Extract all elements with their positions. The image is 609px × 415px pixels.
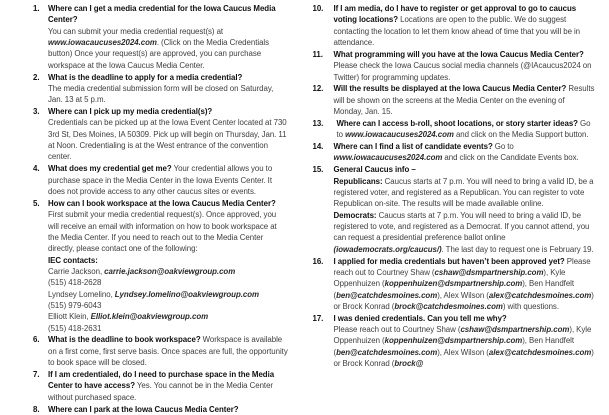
- faq-item-number: 13.: [313, 118, 337, 129]
- faq-item-body: [48, 369, 289, 403]
- faq-item: [313, 164, 596, 255]
- faq-answer: Credentials can be picked up at the Iowa Event Center located at 730 3rd St, Des Moines, IA 50309. Pick up will begin on Thursday, Jan. 11 at Noon. Credentialing is at the West entrance of the convention center.: [48, 118, 287, 161]
- faq-item-body: [48, 106, 289, 163]
- faq-item: [33, 163, 289, 197]
- faq-answer: Results will be shown on the screens at the Media Center on the evening of Monday, Jan. 15.: [334, 84, 595, 116]
- faq-item-number: 11.: [313, 49, 334, 60]
- contact-phone: (515) 418-2628: [48, 277, 289, 288]
- faq-question: If I am media, do I have to register or get approval to go to caucus voting locations?: [334, 4, 577, 24]
- faq-item-body: [334, 49, 596, 83]
- faq-item-body: [334, 164, 596, 255]
- caucus-subsection: Democrats: Caucus starts at 7 p.m. You will need to bring a valid ID, be registered to vote, and registered as a Democrat. If you cannot attend, you can request a presidential preference ballot online (iowademocrats.org/caucus/). The last day to request one is February 19.: [334, 210, 596, 255]
- faq-item: [33, 198, 289, 334]
- faq-column-right: [305, 0, 609, 406]
- faq-item-body: [48, 404, 289, 415]
- faq-question: What is the deadline to apply for a media credential?: [48, 73, 242, 82]
- faq-item-number: 6.: [33, 334, 48, 345]
- faq-item-body: [48, 334, 289, 368]
- faq-question: What programming will you have at the Iowa Caucus Media Center?: [334, 50, 584, 59]
- faq-item-number: 14.: [313, 141, 334, 152]
- faq-answer: Workspace is available on a first come, first serve basis. Once spaces are full, the opportunity to book space will be closed.: [48, 335, 288, 367]
- faq-question: Where can I get a media credential for the Iowa Caucus Media Center?: [48, 4, 276, 24]
- faq-item: [33, 106, 289, 163]
- faq-item-number: 12.: [313, 83, 334, 94]
- faq-question: What is the deadline to book workspace?: [48, 335, 201, 344]
- faq-item-body: [334, 83, 596, 117]
- faq-item: [33, 404, 289, 415]
- faq-question: Where can I find a list of candidate events?: [334, 142, 493, 151]
- faq-question: Where can I park at the Iowa Caucus Media Center?: [48, 405, 239, 414]
- faq-item-number: 1.: [33, 3, 48, 14]
- faq-item-body: [334, 3, 596, 48]
- faq-question: If I am credentialed, do I need to purchase space in the Media Center to have access?: [48, 370, 274, 390]
- faq-question: Where can I pick up my media credential(s)?: [48, 107, 212, 116]
- faq-question: Will the results be displayed at the Iowa Caucus Media Center?: [334, 84, 567, 93]
- contact-email: carrie.jackson@oakviewgroup.com: [104, 267, 235, 276]
- faq-question: How can I book workspace at the Iowa Caucus Media Center?: [48, 199, 276, 208]
- faq-answer: Go to www.iowacaucuses2024.com and click on the Candidate Events box.: [334, 142, 579, 162]
- faq-item: [33, 369, 289, 403]
- faq-item: [313, 141, 596, 164]
- faq-item: [313, 83, 596, 117]
- faq-item: [313, 3, 596, 48]
- iec-contacts-heading: IEC contacts:: [48, 255, 289, 266]
- faq-item-number: 7.: [33, 369, 48, 380]
- contact-phone: (515) 979-6043: [48, 300, 289, 311]
- faq-answer: Please reach out to Courtney Shaw (cshaw@dsmpartnership.com), Kyle Oppenhuizen (koppenhuizen@dsmpartnership.com), Ben Handfelt (ben@catchdesmoines.com), Alex Wilson (alex@catchdesmoines.com) or Brock Konrad (brock@catchdesmoines.com) with questions.: [334, 257, 594, 311]
- faq-answer: Locations are open to the public. We do suggest contacting the location to let them know ahead of time that you will be in attendance.: [334, 15, 581, 47]
- faq-item: [313, 313, 596, 370]
- faq-item-number: 4.: [33, 163, 48, 174]
- faq-answer: The media credential submission form will be closed on Saturday, Jan. 13 at 5 p.m.: [48, 84, 273, 104]
- faq-item: [313, 118, 596, 141]
- contact-name-email: Elliott Klein, Elliot.klein@oakviewgroup.com: [48, 311, 289, 322]
- faq-item: [33, 334, 289, 368]
- faq-item-body: [334, 141, 596, 164]
- faq-answer: Your credential allows you to purchase space in the Media Center in the Iowa Events Center. It does not provide access to any other caucus sites or events.: [48, 164, 272, 196]
- contact-phone: (515) 418-2631: [48, 323, 289, 334]
- faq-item: [33, 3, 289, 71]
- faq-question: I was denied credentials. Can you tell me why?: [334, 314, 507, 323]
- faq-answer: Yes. You cannot be in the Media Center without purchased space.: [48, 381, 273, 401]
- faq-item-body: [48, 3, 289, 71]
- faq-item-body: [48, 198, 289, 334]
- faq-answer: First submit your media credential request(s). Once approved, you will receive an email with information on how to book workspace at the Media Center. If you need to reach out to the Media Center directly, please contact one of the following:: [48, 210, 277, 253]
- contact-name-email: Lyndsey Lomelino, Lyndsey.lomelino@oakviewgroup.com: [48, 289, 289, 300]
- faq-item-number: 5.: [33, 198, 48, 209]
- faq-item-body: [48, 72, 289, 106]
- faq-item-body: [337, 118, 596, 141]
- faq-answer: Please reach out to Courtney Shaw (cshaw@dsmpartnership.com), Kyle Oppenhuizen (koppenhuizen@dsmpartnership.com), Ben Handfelt (ben@catchdesmoines.com), Alex Wilson (alex@catchdesmoines.com) or Brock Konrad (brock@: [334, 325, 594, 368]
- faq-item-number: 2.: [33, 72, 48, 83]
- contact-name-email: Carrie Jackson, carrie.jackson@oakviewgroup.com: [48, 266, 289, 277]
- faq-answer: You can submit your media credential request(s) at www.iowacaucuses2024.com. (Click on the Media Credentials button) Once your request(s) are approved, you can purchase workspace at the Iowa Caucus Media Center.: [48, 27, 269, 70]
- faq-item-number: 3.: [33, 106, 48, 117]
- faq-item-number: 15.: [313, 164, 334, 175]
- faq-answer: Please check the Iowa Caucus social media channels (@IAcaucus2024 on Twitter) for programming updates.: [334, 61, 592, 81]
- contact-email: Elliot.klein@oakviewgroup.com: [91, 312, 208, 321]
- caucus-subsection-label: Republicans:: [334, 177, 383, 186]
- faq-item-body: [334, 256, 596, 313]
- faq-question: General Caucus info –: [334, 165, 416, 174]
- faq-item-number: 16.: [313, 256, 334, 267]
- faq-item-number: 8.: [33, 404, 48, 415]
- faq-item-body: [334, 313, 596, 370]
- faq-answer: Go to www.iowacaucuses2024.com and click on the Media Support button.: [337, 119, 591, 139]
- faq-item-body: [48, 163, 289, 197]
- faq-item: [33, 72, 289, 106]
- faq-column-left: [0, 0, 305, 406]
- faq-question: I applied for media credentials but haven’t been approved yet?: [334, 257, 565, 266]
- faq-question: What does my credential get me?: [48, 164, 172, 173]
- caucus-subsection-label: Democrats:: [334, 211, 377, 220]
- faq-item: [313, 49, 596, 83]
- faq-item-number: 10.: [313, 3, 334, 14]
- faq-item-number: 17.: [313, 313, 334, 324]
- faq-question: Where can I access b-roll, shoot locations, or story starter ideas?: [337, 119, 578, 128]
- faq-item: [313, 256, 596, 313]
- iec-contacts-block: [48, 255, 289, 334]
- contact-email: Lyndsey.lomelino@oakviewgroup.com: [115, 290, 259, 299]
- caucus-subsection: Republicans: Caucus starts at 7 p.m. You will need to bring a valid ID, be a registered voter, and registered as a Republican. You can register to vote Republican on-site. The results will be made available online.: [334, 176, 596, 210]
